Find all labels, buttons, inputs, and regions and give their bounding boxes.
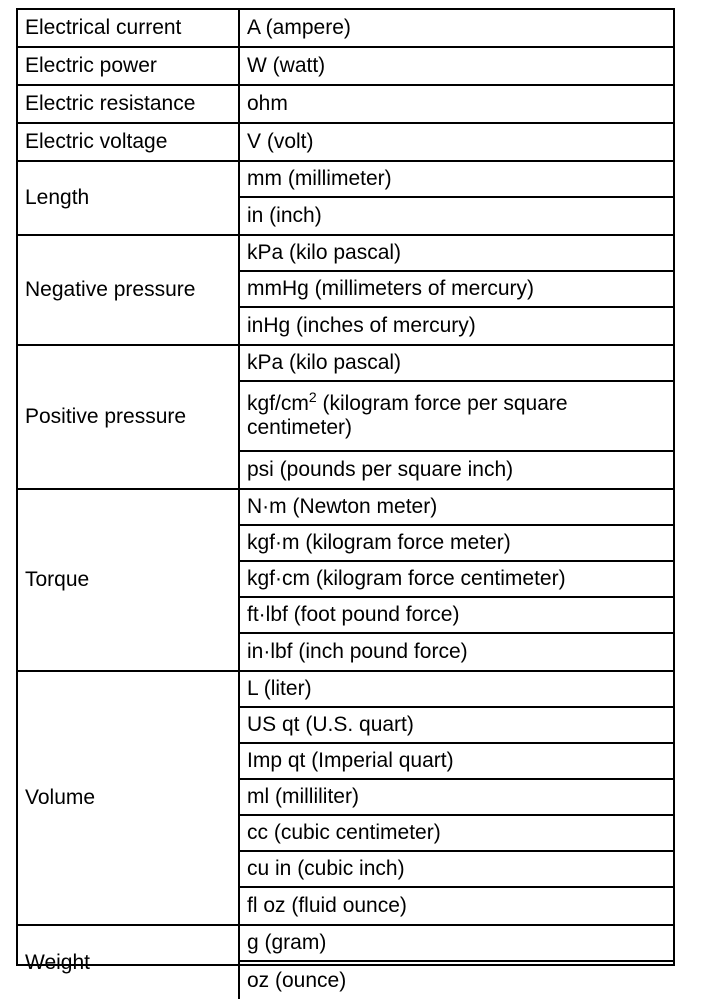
table-row <box>18 926 673 999</box>
units-column <box>240 236 673 344</box>
units-column <box>240 124 673 160</box>
quantity-cell: Electric voltage <box>18 124 240 160</box>
table-row <box>18 490 673 672</box>
quantity-cell: Electric resistance <box>18 86 240 122</box>
unit-cell: kPa (kilo pascal) <box>240 236 673 272</box>
quantity-cell: Positive pressure <box>18 346 240 488</box>
unit-cell: cc (cubic centimeter) <box>240 816 673 852</box>
unit-cell: inHg (inches of mercury) <box>247 314 476 337</box>
unit-cell: ml (milliliter) <box>240 780 673 816</box>
superscript-2: 2 <box>308 389 317 405</box>
unit-cell: ohm <box>247 92 288 115</box>
units-column <box>240 926 673 999</box>
table-row <box>18 48 673 86</box>
table-row <box>18 10 673 48</box>
unit-cell: fl oz (fluid ounce) <box>247 894 407 917</box>
unit-cell: ft·lbf (foot pound force) <box>240 598 673 634</box>
unit-cell: N·m (Newton meter) <box>240 490 673 526</box>
unit-cell <box>240 382 673 452</box>
unit-cell: kgf·cm (kilogram force centimeter) <box>240 562 673 598</box>
units-column <box>240 490 673 670</box>
units-column <box>240 162 673 234</box>
unit-cell: L (liter) <box>240 672 673 708</box>
unit-cell: in (inch) <box>247 204 322 227</box>
unit-cell: g (gram) <box>240 926 673 962</box>
quantity-cell: Negative pressure <box>18 236 240 344</box>
units-column <box>240 10 673 46</box>
quantity-cell: Volume <box>18 672 240 924</box>
table-row <box>18 236 673 346</box>
unit-cell: kPa (kilo pascal) <box>240 346 673 382</box>
units-column <box>240 346 673 488</box>
table-row <box>18 672 673 926</box>
unit-cell: V (volt) <box>247 130 314 153</box>
quantity-cell: Weight <box>18 926 240 999</box>
unit-cell: in·lbf (inch pound force) <box>247 640 468 663</box>
unit-cell: oz (ounce) <box>247 968 347 992</box>
table-row <box>18 162 673 236</box>
unit-text: kgf/$cm^2$ (kilogram force per square centimeter) <box>247 389 568 439</box>
unit-cell: A (ampere) <box>247 16 351 39</box>
unit-cell: Imp qt (Imperial quart) <box>240 744 673 780</box>
table-row <box>18 86 673 124</box>
unit-cell: W (watt) <box>247 54 326 77</box>
unit-cell: mm (millimeter) <box>240 162 673 198</box>
units-column <box>240 86 673 122</box>
units-column <box>240 48 673 84</box>
units-column <box>240 672 673 924</box>
quantity-cell: Electrical current <box>18 10 240 46</box>
units-table <box>16 8 675 992</box>
table-row <box>18 346 673 490</box>
unit-cell: psi (pounds per square inch) <box>247 458 514 481</box>
unit-cell: US qt (U.S. quart) <box>240 708 673 744</box>
unit-cell: kgf·m (kilogram force meter) <box>240 526 673 562</box>
quantity-cell: Length <box>18 162 240 234</box>
quantity-cell: Torque <box>18 490 240 670</box>
table-row <box>18 124 673 162</box>
unit-cell: cu in (cubic inch) <box>240 852 673 888</box>
unit-cell: mmHg (millimeters of mercury) <box>240 272 673 308</box>
quantity-cell: Electric power <box>18 48 240 84</box>
